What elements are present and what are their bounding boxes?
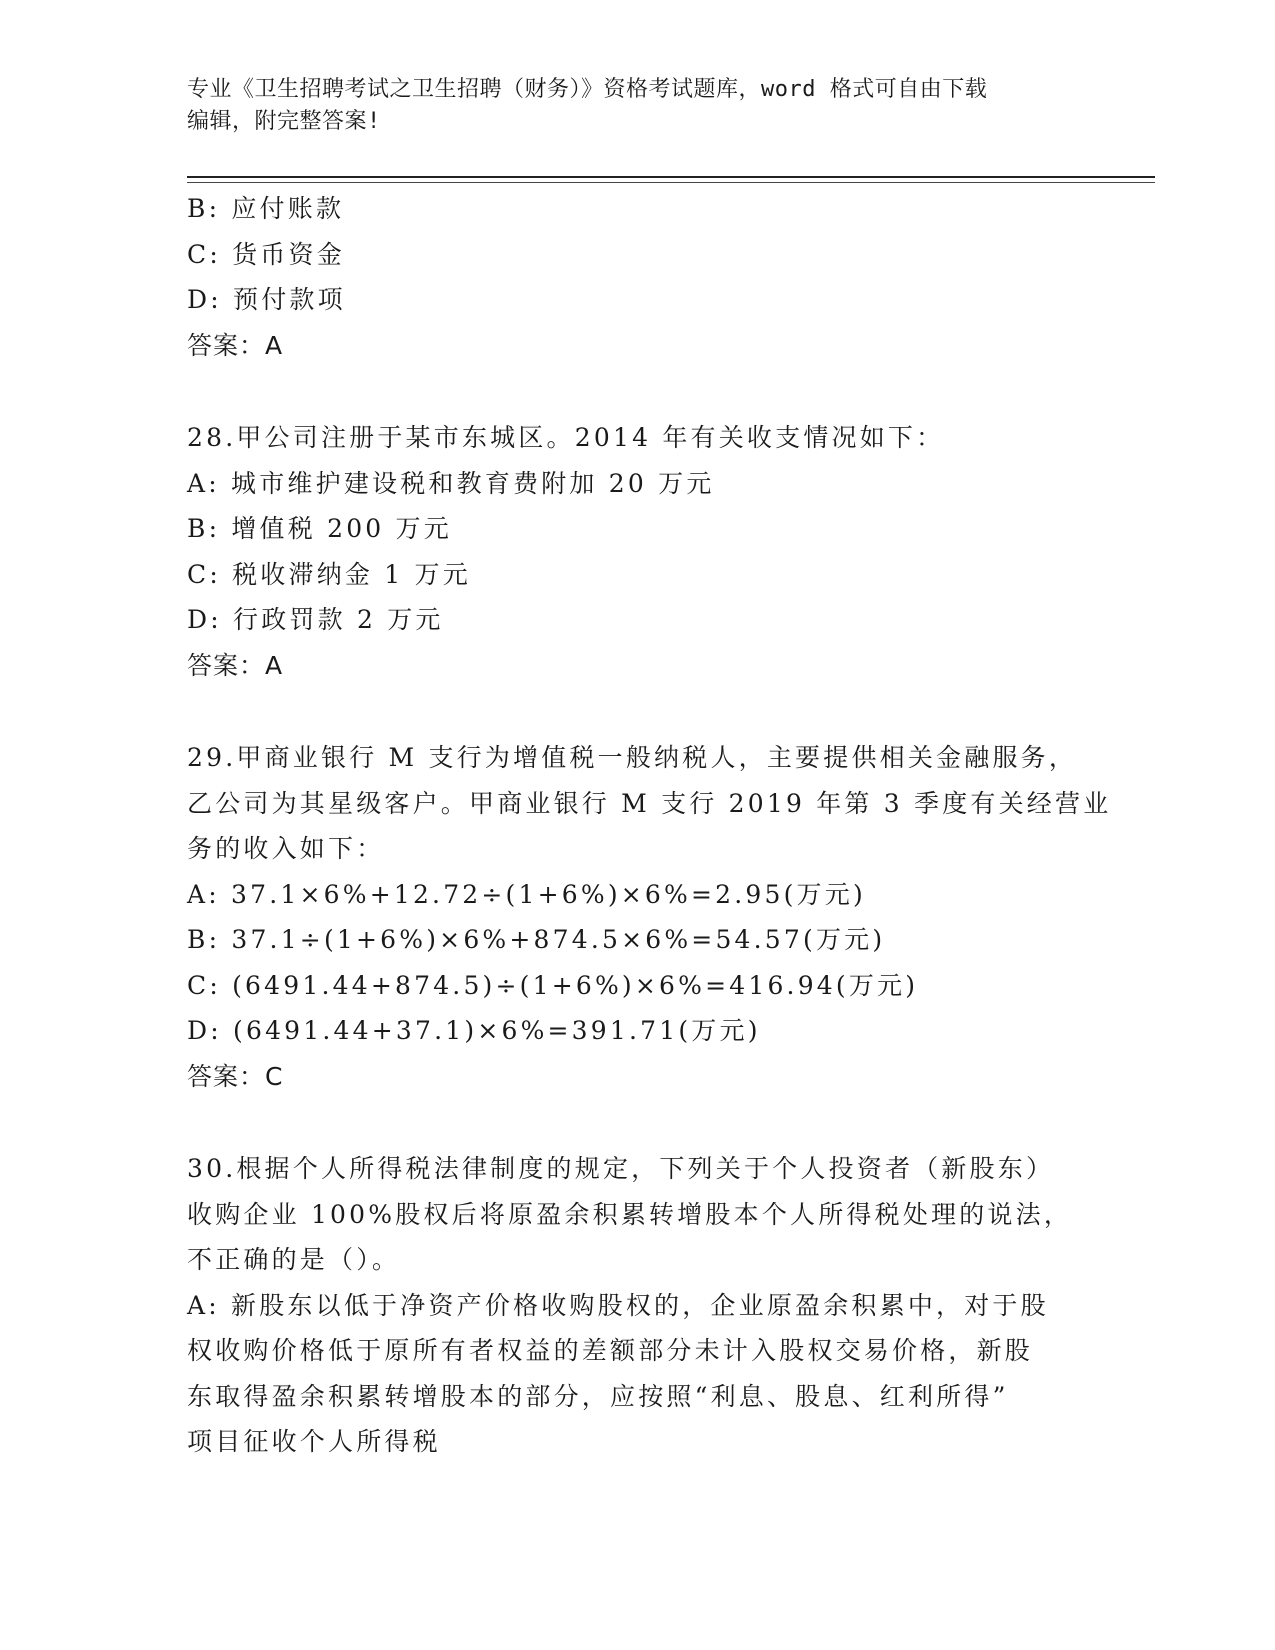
option-b: B: 应付账款 bbox=[187, 194, 345, 223]
question-stem: 28.甲公司注册于某市东城区。2014 年有关收支情况如下： bbox=[187, 423, 945, 452]
question-stem-line: 29.甲商业银行 M 支行为增值税一般纳税人，主要提供相关金融服务， bbox=[187, 743, 1078, 772]
answer-line: 答案：A bbox=[187, 330, 284, 360]
option-d: D: (6491.44+37.1)×6%=391.71(万元) bbox=[187, 1016, 761, 1045]
answer-line: 答案：C bbox=[187, 1061, 284, 1091]
header-line-2: 编辑，附完整答案! bbox=[187, 109, 381, 134]
option-c: C: 货币资金 bbox=[187, 239, 345, 269]
option-a-line: 权收购价格低于原所有者权益的差额部分未计入股权交易价格，新股 bbox=[187, 1336, 1034, 1365]
question-29 bbox=[187, 735, 1112, 1099]
option-c: C: (6491.44+874.5)÷(1+6%)×6%=416.94(万元) bbox=[187, 970, 919, 1000]
option-a: A: 城市维护建设税和教育费附加 20 万元 bbox=[187, 468, 715, 498]
header-divider-thin bbox=[187, 182, 1155, 183]
option-b: B: 37.1÷(1+6%)×6%+874.5×6%=54.57(万元) bbox=[187, 925, 886, 954]
answer-line: 答案：A bbox=[187, 650, 284, 680]
spacer bbox=[187, 1099, 1087, 1146]
option-c: C: 税收滞纳金 1 万元 bbox=[187, 559, 471, 589]
question-28 bbox=[187, 415, 1087, 688]
option-d: D: 行政罚款 2 万元 bbox=[187, 605, 444, 634]
option-a-line: 项目征收个人所得税 bbox=[187, 1427, 441, 1456]
question-30 bbox=[187, 1146, 1087, 1465]
option-a-line: A: 新股东以低于净资产价格收购股权的，企业原盈余积累中，对于股 bbox=[187, 1290, 1049, 1320]
header-line-1: 专业《卫生招聘考试之卫生招聘（财务）》资格考试题库，word 格式可自由下载 bbox=[187, 77, 988, 102]
question-stem-line: 30.根据个人所得税法律制度的规定，下列关于个人投资者（新股东） bbox=[187, 1154, 1055, 1183]
option-d: D: 预付款项 bbox=[187, 285, 346, 314]
header-divider-thick bbox=[187, 176, 1155, 178]
question-stem-line: 务的收入如下： bbox=[187, 834, 385, 863]
option-b: B: 增值税 200 万元 bbox=[187, 514, 452, 543]
document-header bbox=[187, 74, 1067, 138]
question-stem-line: 收购企业 100%股权后将原盈余积累转增股本个人所得税处理的说法， bbox=[187, 1199, 1073, 1229]
question-stem-line: 不正确的是（）。 bbox=[187, 1245, 401, 1274]
question-27-continuation bbox=[187, 186, 1087, 368]
option-a: A: 37.1×6%+12.72÷(1+6%)×6%=2.95(万元) bbox=[187, 879, 866, 909]
spacer bbox=[187, 688, 1087, 735]
question-stem-line: 乙公司为其星级客户。甲商业银行 M 支行 2019 年第 3 季度有关经营业 bbox=[187, 788, 1112, 818]
spacer bbox=[187, 368, 1087, 415]
question-list bbox=[187, 186, 1112, 1465]
option-a-line: 东取得盈余积累转增股本的部分，应按照“利息、股息、红利所得” bbox=[187, 1381, 1009, 1411]
